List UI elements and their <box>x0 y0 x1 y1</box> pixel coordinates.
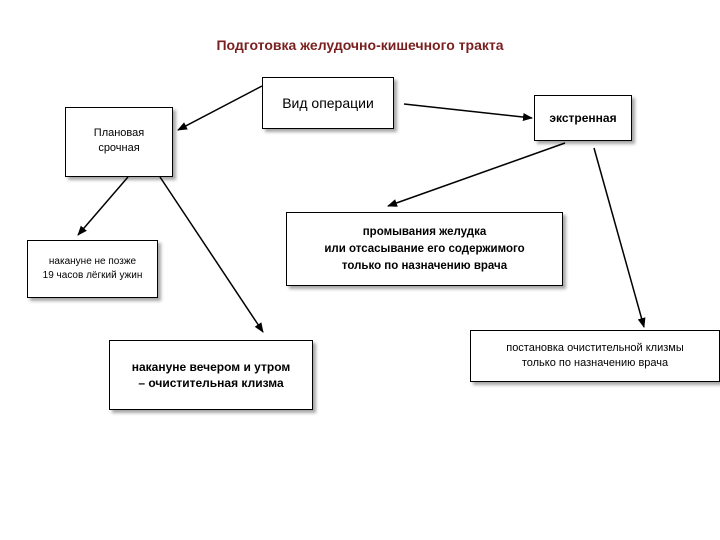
arrow-vid-to-ekstrennaya <box>404 104 532 118</box>
arrow-ekstrennaya-to-promyvanie <box>388 143 565 206</box>
arrow-planovaya-to-nakanune-uzhin <box>78 177 128 235</box>
node-nakanune-uzhin: накануне не позже 19 часов лёгкий ужин <box>27 240 158 298</box>
arrow-vid-to-planovaya <box>178 86 262 130</box>
node-promyvanie: промывания желудка или отсасывание его содержимого только по назначению врача <box>286 212 563 286</box>
node-ekstrennaya: экстренная <box>534 95 632 141</box>
arrow-ekstrennaya-to-postanovka <box>594 148 644 327</box>
node-postanovka: постановка очистительной клизмы только по назначению врача <box>470 330 720 382</box>
node-planovaya: Плановая срочная <box>65 107 173 177</box>
node-vid-operacii: Вид операции <box>262 77 394 129</box>
arrow-planovaya-to-nakanune-klizma <box>160 177 263 332</box>
diagram-title: Подготовка желудочно-кишечного тракта <box>216 37 504 53</box>
node-nakanune-klizma: накануне вечером и утром – очистительная клизма <box>109 340 313 410</box>
